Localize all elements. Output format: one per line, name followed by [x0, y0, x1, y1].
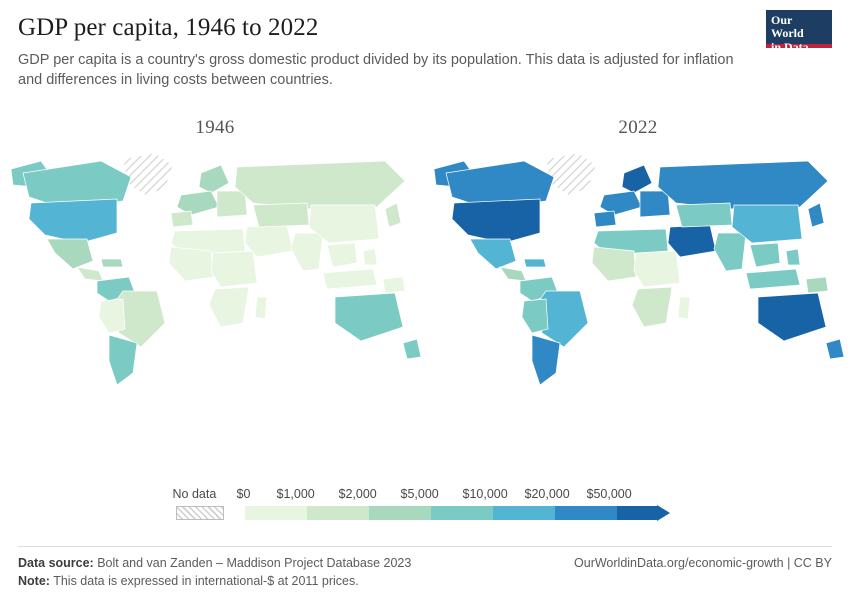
- footer-source-label: Data source:: [18, 556, 94, 570]
- region-russia[interactable]: [658, 161, 828, 209]
- legend-tick-3: $5,000: [400, 487, 439, 501]
- region-caribbean[interactable]: [524, 259, 546, 267]
- chart-footer: [18, 546, 832, 588]
- region-indonesia[interactable]: [323, 269, 377, 289]
- region-western-europe[interactable]: [177, 191, 219, 215]
- page-title: GDP per capita, 1946 to 2022: [18, 14, 319, 41]
- region-andes[interactable]: [99, 299, 125, 333]
- region-central-america[interactable]: [77, 267, 103, 281]
- region-philippines[interactable]: [363, 249, 377, 265]
- map-panel-2022[interactable]: [428, 117, 848, 417]
- region-east-africa[interactable]: [634, 251, 680, 287]
- region-argentina[interactable]: [109, 335, 137, 385]
- legend-no-data-label: No data: [172, 487, 217, 501]
- region-central-asia[interactable]: [253, 203, 309, 227]
- region-eastern-europe[interactable]: [640, 191, 670, 217]
- region-indonesia[interactable]: [746, 269, 800, 289]
- chart-header: [0, 0, 850, 91]
- owid-logo-line2: in Data: [771, 39, 809, 54]
- region-russia[interactable]: [235, 161, 405, 209]
- region-argentina[interactable]: [532, 335, 560, 385]
- region-madagascar[interactable]: [678, 297, 690, 319]
- owid-logo-line1: Our World: [771, 13, 804, 41]
- footer-attribution[interactable]: [574, 556, 832, 570]
- legend-tick-5: $20,000: [524, 487, 570, 501]
- region-united-states[interactable]: [452, 199, 540, 243]
- region-west-africa[interactable]: [592, 247, 636, 281]
- region-mexico[interactable]: [47, 239, 93, 269]
- region-japan[interactable]: [385, 203, 401, 227]
- legend-bin-2[interactable]: [369, 506, 431, 520]
- legend-tick-0: $0: [236, 487, 251, 501]
- legend-bin-6[interactable]: [617, 506, 657, 520]
- legend-no-data-swatch[interactable]: [176, 506, 224, 520]
- region-philippines[interactable]: [786, 249, 800, 265]
- legend-tick-2: $2,000: [338, 487, 377, 501]
- legend-bin-0[interactable]: [245, 506, 307, 520]
- map-year-label-1946: 1946: [195, 116, 235, 138]
- footer-note-text: This data is expressed in international-$ at 2011 prices.: [53, 574, 359, 588]
- region-new-zealand[interactable]: [826, 339, 844, 359]
- footer-source-text: Bolt and van Zanden – Maddison Project Database 2023: [97, 556, 412, 570]
- world-map-1946[interactable]: [5, 147, 425, 397]
- region-madagascar[interactable]: [255, 297, 267, 319]
- footer-note: [18, 574, 832, 588]
- region-greenland[interactable]: [123, 153, 173, 195]
- region-scandinavia[interactable]: [622, 165, 652, 193]
- region-southeast-asia[interactable]: [750, 243, 780, 267]
- region-western-europe[interactable]: [600, 191, 642, 215]
- region-eastern-europe[interactable]: [217, 191, 247, 217]
- region-greenland[interactable]: [546, 153, 596, 195]
- region-papua-new-guinea[interactable]: [806, 277, 828, 293]
- region-central-america[interactable]: [500, 267, 526, 281]
- region-east-africa[interactable]: [211, 251, 257, 287]
- map-legend: [0, 487, 850, 521]
- region-andes[interactable]: [522, 299, 548, 333]
- chart-subtitle: GDP per capita is a country's gross domestic product divided by its population. This data is adjusted for inflation and differences in living costs between countries.: [18, 51, 734, 89]
- world-map-2022[interactable]: [428, 147, 848, 397]
- region-southern-africa[interactable]: [209, 287, 249, 327]
- region-australia[interactable]: [335, 293, 403, 341]
- footer-source: [18, 556, 411, 570]
- region-india[interactable]: [291, 233, 323, 271]
- footer-note-label: Note:: [18, 574, 50, 588]
- legend-tick-labels: [173, 487, 678, 503]
- legend-tick-4: $10,000: [462, 487, 508, 501]
- legend-arrow-icon: [657, 505, 670, 521]
- region-scandinavia[interactable]: [199, 165, 229, 193]
- region-india[interactable]: [714, 233, 746, 271]
- region-caribbean[interactable]: [101, 259, 123, 267]
- legend-bin-4[interactable]: [493, 506, 555, 520]
- map-year-label-2022: 2022: [618, 116, 658, 138]
- legend-tick-6: $50,000: [586, 487, 632, 501]
- region-iberia[interactable]: [171, 211, 193, 227]
- region-central-asia[interactable]: [676, 203, 732, 227]
- owid-logo[interactable]: [766, 10, 832, 54]
- region-united-states[interactable]: [29, 199, 117, 243]
- region-australia[interactable]: [758, 293, 826, 341]
- legend-bin-5[interactable]: [555, 506, 617, 520]
- region-west-africa[interactable]: [169, 247, 213, 281]
- region-papua-new-guinea[interactable]: [383, 277, 405, 293]
- region-new-zealand[interactable]: [403, 339, 421, 359]
- region-mexico[interactable]: [470, 239, 516, 269]
- region-southern-africa[interactable]: [632, 287, 672, 327]
- legend-bin-1[interactable]: [307, 506, 369, 520]
- region-iberia[interactable]: [594, 211, 616, 227]
- maps-container: [0, 117, 850, 417]
- map-panel-1946[interactable]: [5, 117, 425, 417]
- region-southeast-asia[interactable]: [327, 243, 357, 267]
- footer-attribution-text[interactable]: OurWorldinData.org/economic-growth | CC BY: [574, 556, 832, 570]
- legend-tick-1: $1,000: [276, 487, 315, 501]
- region-japan[interactable]: [808, 203, 824, 227]
- legend-bin-3[interactable]: [431, 506, 493, 520]
- legend-color-bars: [173, 506, 678, 521]
